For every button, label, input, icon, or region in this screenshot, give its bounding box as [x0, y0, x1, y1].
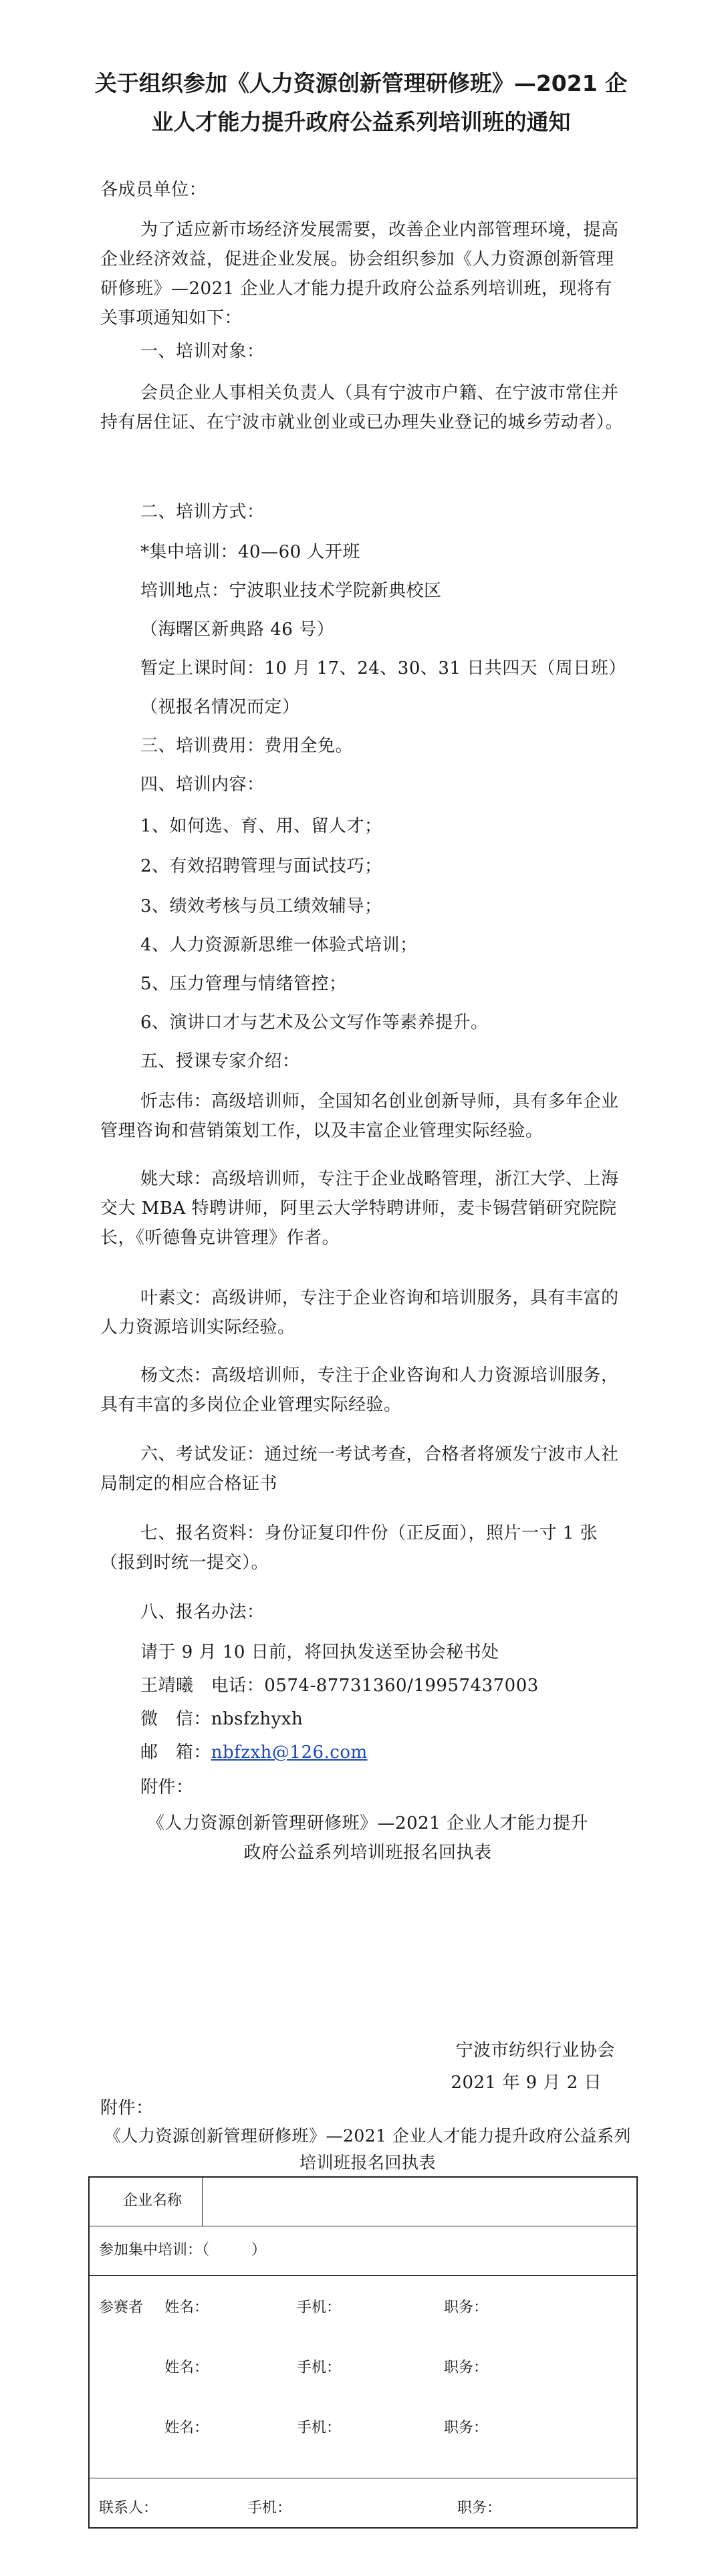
- section-3: 三、培训费用：费用全免。: [140, 736, 354, 756]
- participant-position-label: 职务：: [444, 2359, 489, 2376]
- table-row-divider: [90, 2275, 636, 2276]
- contact-phone-line: 王靖曦 电话：0574-87731360/19957437003: [140, 1676, 539, 1696]
- participant-position-label: 职务：: [444, 2420, 489, 2436]
- section-1-body: 会员企业人事相关负责人（具有宁波市户籍、在宁波市常住并持有居住证、在宁波市就业创业或已办理失业登记的城乡劳动者）。: [100, 383, 624, 432]
- company-name-field[interactable]: [210, 2186, 624, 2218]
- participant-name-label: 姓名：: [164, 2420, 209, 2436]
- intro-paragraph: 为了适应新市场经济发展需要，改善企业内部管理环境，提高企业经济效益，促进企业发展。协会组织参加《人力资源创新管理研修班》—2021 企业人才能力提升政府公益系列培训班，现将有关事项通知如下：: [100, 220, 619, 328]
- content-item: 4、人力资源新思维一体验式培训；: [140, 935, 418, 955]
- email-label: 邮 箱：: [140, 1743, 211, 1763]
- participant-phone-label: 手机：: [297, 2420, 342, 2436]
- participant-name-label: 姓名：: [164, 2299, 209, 2316]
- section-1-heading: 一、培训对象：: [140, 342, 265, 362]
- section-2-line-2: 培训地点：宁波职业技术学院新典校区: [140, 581, 442, 601]
- section-8-heading: 八、报名办法：: [140, 1602, 265, 1622]
- section-2-line-4: 暂定上课时间：10 月 17、24、30、31 日共四天（周日班）: [140, 658, 626, 678]
- content-item: 3、绩效考核与员工绩效辅导；: [140, 896, 382, 916]
- section-2-line-1: *集中培训：40—60 人开班: [140, 542, 360, 562]
- content-item: 5、压力管理与情绪管控；: [140, 974, 347, 994]
- expert-3: 叶素文：高级讲师，专注于企业咨询和培训服务，具有丰富的人力资源培训实际经验。: [100, 1288, 619, 1337]
- attachment-label-2: 附件：: [100, 2098, 154, 2118]
- signature-organization: 宁波市纺织行业协会: [455, 2041, 615, 2061]
- expert-2: 姚大球：高级培训师，专注于企业战略管理，浙江大学、上海交大 MBA 特聘讲师，阿里云大学特聘讲师，麦卡锡营销研究院院长，《听德鲁克讲管理》作者。: [100, 1169, 619, 1248]
- training-label: 参加集中培训：（ ）: [99, 2242, 266, 2259]
- wechat-line: 微 信：nbsfzhyxh: [140, 1709, 304, 1729]
- email-line: [100, 1738, 628, 1767]
- content-item: 1、如何选、育、用、留人才；: [140, 816, 382, 836]
- participant-label: 参赛者: [99, 2299, 144, 2316]
- signature-date: 2021 年 9 月 2 日: [451, 2073, 602, 2093]
- email-link[interactable]: nbfzxh@126.com: [211, 1743, 368, 1763]
- participant-phone-label: 手机：: [297, 2299, 342, 2316]
- section-2-heading: 二、培训方式：: [140, 502, 265, 522]
- registration-form-table: [88, 2176, 638, 2529]
- attachment-title: 《人力资源创新管理研修班》—2021 企业人才能力提升政府公益系列培训班报名回执表: [147, 1813, 588, 1863]
- section-6: 六、考试发证：通过统一考试考查，合格者将颁发宁波市人社局制定的相应合格证书: [100, 1444, 619, 1494]
- contact-position-label: 职务：: [457, 2500, 502, 2517]
- attachment-label: 附件：: [140, 1777, 194, 1797]
- section-2-line-3: （海曙区新典路 46 号）: [140, 620, 335, 640]
- participant-phone-label: 手机：: [297, 2359, 342, 2376]
- section-4-heading: 四、培训内容：: [140, 775, 265, 795]
- section-2-line-5: （视报名情况而定）: [140, 697, 300, 717]
- expert-1: 忻志伟：高级培训师，全国知名创业创新导师，具有多年企业管理咨询和营销策划工作，以及丰富企业管理实际经验。: [100, 1091, 619, 1141]
- expert-4: 杨文杰：高级培训师，专注于企业咨询和人力资源培训服务，具有丰富的多岗位企业管理实际经验。: [100, 1366, 619, 1415]
- salutation: 各成员单位：: [100, 180, 207, 200]
- section-7: 七、报名资料：身份证复印件份（正反面），照片一寸 1 张（报到时统一提交）。: [100, 1523, 598, 1573]
- section-5-heading: 五、授课专家介绍：: [140, 1051, 300, 1071]
- content-item: 6、演讲口才与艺术及公文写作等素养提升。: [140, 1013, 489, 1033]
- section-8-line-1: 请于 9 月 10 日前，将回执发送至协会秘书处: [140, 1642, 499, 1662]
- contact-person-label: 联系人：: [99, 2500, 158, 2517]
- company-name-label: 企业名称: [123, 2192, 183, 2209]
- contact-phone-label: 手机：: [247, 2500, 292, 2517]
- form-title: 《人力资源创新管理研修班》—2021 企业人才能力提升政府公益系列培训班报名回执表: [104, 2126, 632, 2172]
- participant-position-label: 职务：: [444, 2299, 489, 2316]
- document-title: 关于组织参加《人力资源创新管理研修班》—2021 企业人才能力提升政府公益系列培训班的通知: [94, 70, 628, 135]
- participant-name-label: 姓名：: [164, 2359, 209, 2376]
- table-col-divider: [202, 2178, 203, 2226]
- content-item: 2、有效招聘管理与面试技巧；: [140, 856, 382, 876]
